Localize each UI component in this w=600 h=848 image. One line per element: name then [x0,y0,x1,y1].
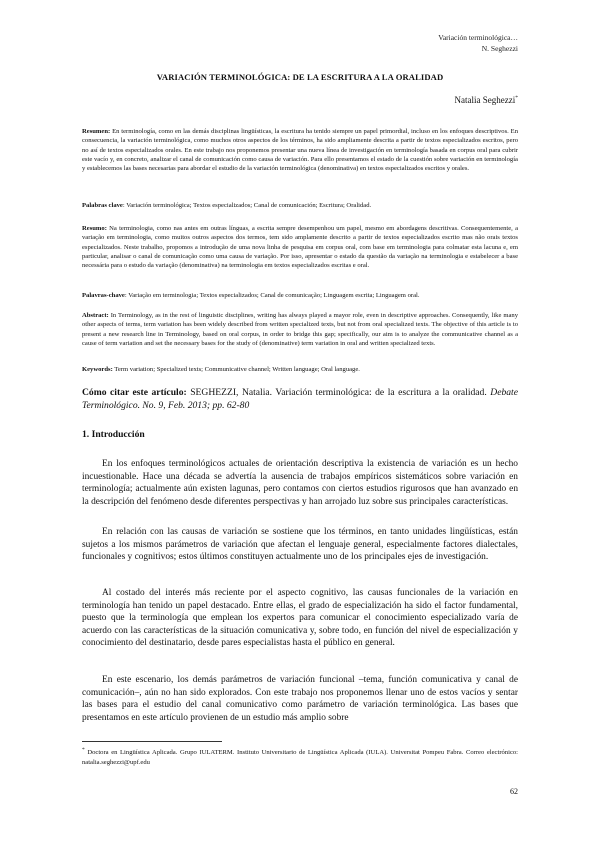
author-footnote-marker: * [515,95,518,101]
author-name: Natalia Seghezzi [454,95,516,105]
keywords-english [82,365,518,374]
keywords-spanish-text: : Variación terminológica; Textos especializados; Canal de comunicación; Escritura; Oralidad. [122,202,372,209]
citation-source: Debate Terminológico. No. 9, Feb. 2013; pp. 62-80 [82,387,518,411]
citation-label: Cómo citar este artículo: [82,387,187,398]
abstract-english [82,311,518,348]
footnote [82,746,518,767]
running-head [438,32,518,54]
abstract-portuguese-label: Resumo: [82,225,107,232]
keywords-spanish [82,201,518,210]
footnote-marker: * [82,747,85,753]
abstract-spanish-label: Resumen: [82,128,111,135]
paragraph-3: Al costado del interés más reciente por el aspecto cognitivo, las causas funcionales de la variación en terminología han tenido un papel destacado. Entre ellas, el grado de especialización ha sido el factor fundamental, puesto que la terminología que emplean los expertos para comunicar el conocimiento especializado varía de acuerdo con las características de la situación comunicativa y, sobre todo, en función del nivel de especialización y conocimiento del destinatario, desde pares especialistas hasta el público en general. [82,588,518,649]
abstract-english-label: Abstract: [82,312,109,319]
keywords-portuguese-text: : Variação em terminologia; Textos especializados; Canal de comunicação; Linguagem escrita; Linguagem oral. [124,292,420,299]
keywords-english-label: Keywords: [82,366,113,373]
abstract-english-text: In Terminology, as in the rest of linguistic disciplines, writing has always played a mayor role, even in descriptive approaches. Consequently, like many other aspects of terms, term variation has been widely described from written specialized texts, but not from oral specialized texts. The objective of this article is to present a new research line in Terminology, based on oral corpus, in order to bridge this gap; specifically, our aim is to analyze the communicative channel as a cause of term variation and set the necessary bases for the study of (denominative) term variation in oral and written specialized texts. [82,312,518,347]
keywords-portuguese-label: Palavras-chave [82,292,125,299]
keywords-english-text: Term variation; Specialized texts; Communicative channel; Written language; Oral language. [112,366,360,373]
keywords-portuguese [82,291,518,300]
article-title: VARIACIÓN TERMINOLÓGICA: DE LA ESCRITURA A LA ORALIDAD [156,72,444,82]
author-line [455,95,518,105]
footnote-rule [82,741,222,742]
citation [82,386,518,412]
abstract-portuguese-text: Na terminologia, como nas antes em outras línguas, a escrita sempre desempenhou um papel, mesmo em abordagens descritivas. Consequentemente, a variação em terminologia, como muitos outros aspectos dos termos, tem sido amplamente descrito a partir de textos especializados escrito mas não orais textos especializados. Neste trabalho, propomos a introdução de uma nova linha de pesquisa em corpus oral, com base em terminologia para colmatar esta lacuna e, em particular, analisar o canal de comunicação como uma causa de variação. Por isso, apresentar o estado da questão da variação na terminologia e estabelecer a base necessária para o estudo da variação (denominativa) na terminologia em textos especializados escritas e oral. [82,225,518,270]
abstract-portuguese [82,224,518,270]
page-number: 62 [510,787,518,796]
running-head-title: Variación terminológica… [438,33,518,42]
paragraph-2: En relación con las causas de variación se sostiene que los términos, en tanto unidades lingüísticas, están sujetos a los mismos parámetros de variación que afectan el lenguaje general, especialmente factores dialectales, funcionales y cognitivos; estos últimos constituyen actualmente uno de los principales ejes de investigación. [82,527,518,563]
section-heading: 1. Introducción [82,429,145,440]
abstract-spanish-text: En terminología, como en las demás disciplinas lingüísticas, la escritura ha tenido siempre un papel primordial, incluso en los enfoques descriptivos. En consecuencia, la variación terminológica, como muchos otros aspectos de los términos, ha sido ampliamente descrita a partir de textos especializados escritos, pero no así de textos especializados orales. En este trabajo nos proponemos presentar una nueva línea de investigación en terminología basada en corpus oral para cubrir este vacío y, en concreto, analizar el canal de comunicación como causa de variación. Para ello presentamos el estado de la cuestión sobre variación en terminología y establecemos las bases necesarias para abordar el estudio de la variación terminológica (denominativa) en textos especializados escritos y orales. [82,128,518,173]
footnote-text: Doctora en Lingüística Aplicada. Grupo IULATERM. Instituto Universitario de Lingüística Aplicada (IULA). Universitat Pompeu Fabra. Correo electrónico: natalia.seghezzi@upf.edu [82,749,518,766]
keywords-spanish-label: Palabras clave [82,202,123,209]
paragraph-1: En los enfoques terminológicos actuales de orientación descriptiva la existencia de variación es un hecho incuestionable. Hace una década se advertía la ausencia de trabajos empíricos sistemáticos sobre variación en terminología; actualmente aún existen lagunas, pero contamos con ciertos estudios rigurosos que han avanzado en la descripción del fenómeno desde diferentes perspectivas y han arrojado luz sobre sus principales características. [82,459,518,507]
citation-text: SEGHEZZI, Natalia. Variación terminológica: de la escritura a la oralidad. [186,387,487,398]
abstract-spanish [82,127,518,173]
running-head-author: N. Seghezzi [481,44,518,53]
paragraph-4: En este escenario, los demás parámetros de variación funcional –tema, función comunicativa y canal de comunicación–, aún no han sido explorados. Con este trabajo nos proponemos llenar uno de estos vacíos y sentar las bases para el estudio del canal comunicativo como parámetro de variación terminológica. Las bases que presentamos en este artículo provienen de un estudio más amplio sobre [82,675,518,723]
